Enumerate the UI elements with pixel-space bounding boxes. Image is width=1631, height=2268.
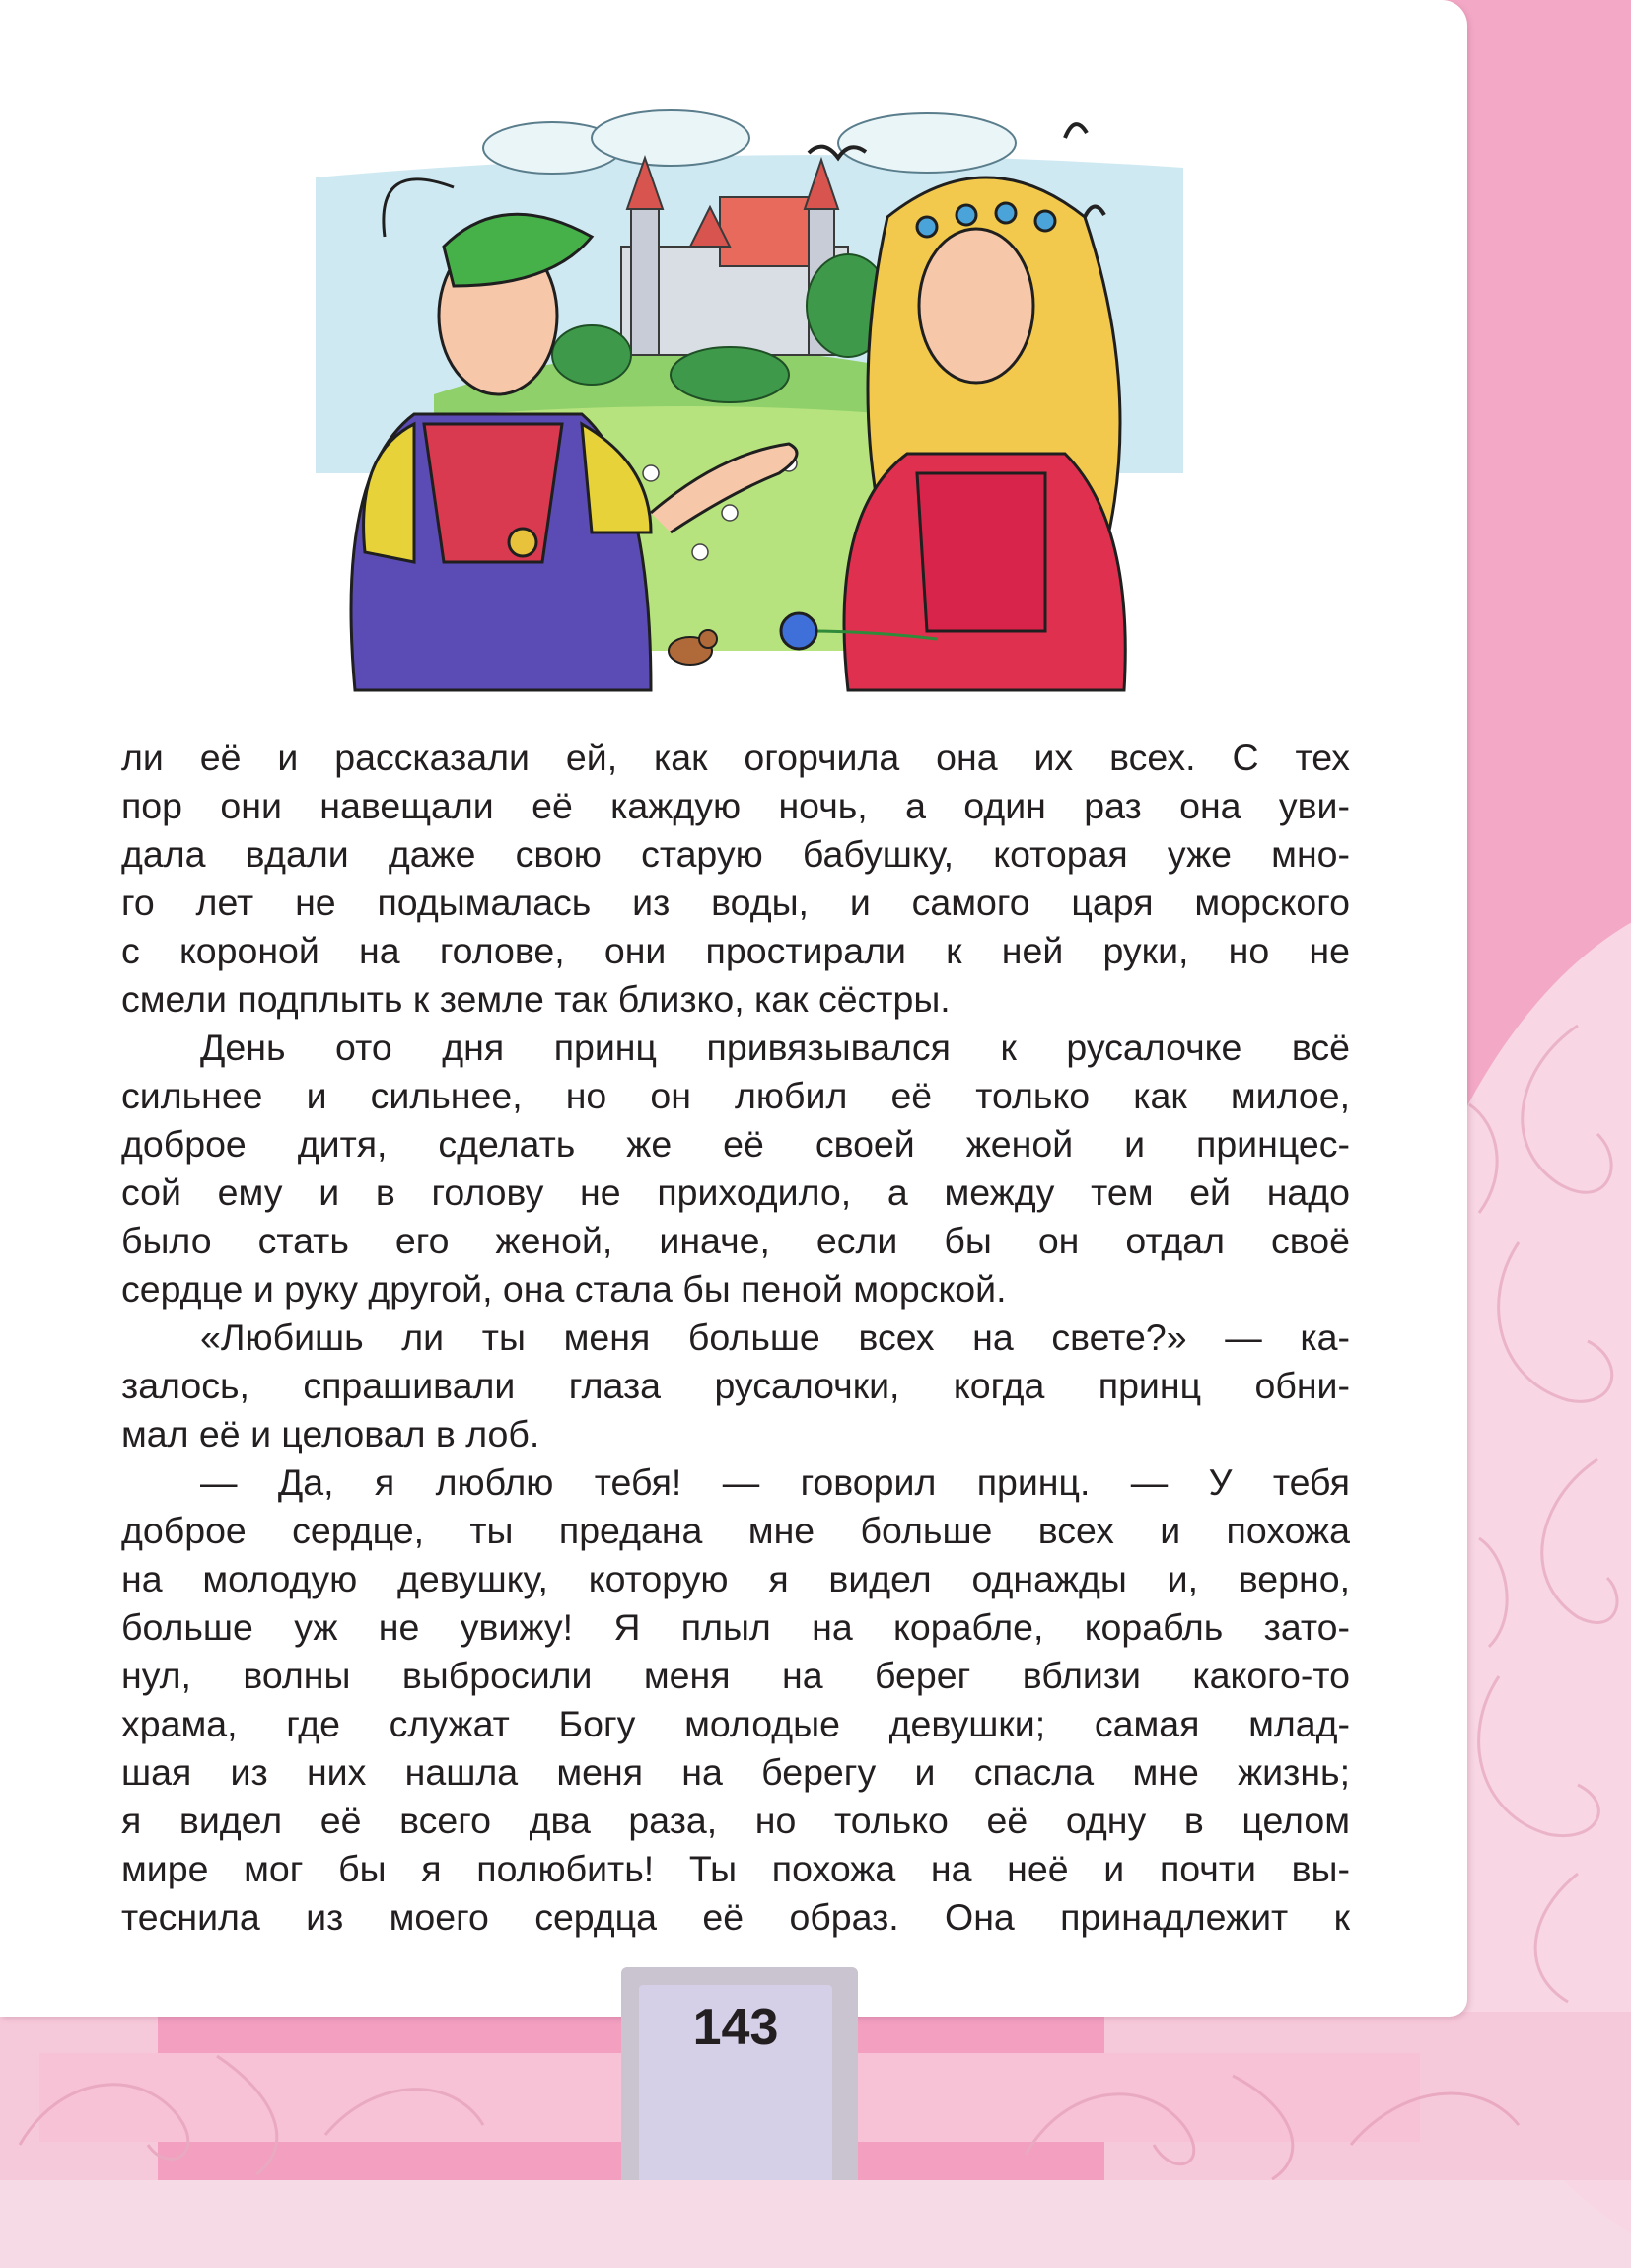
text-line: смели подплыть к земле так близко, как сёстры. <box>121 978 951 1020</box>
text-line: теснила из моего сердца её образ. Она принадлежит к <box>121 1896 1350 1938</box>
text-line: дала вдали даже свою старую бабушку, которая уже мно- <box>121 833 1350 875</box>
text-line: доброе дитя, сделать же её своей женой и принцес- <box>121 1123 1350 1165</box>
story-text <box>121 734 1350 1942</box>
text-line: День ото дня принц привязывался к русалочке всё <box>200 1027 1350 1068</box>
text-line: сой ему и в голову не приходило, а между тем ей надо <box>121 1171 1350 1213</box>
text-line: нул, волны выбросили меня на берег вблизи какого-то <box>121 1655 1350 1696</box>
prince-and-mermaid-illustration <box>296 99 1203 700</box>
text-line: было стать его женой, иначе, если бы он отдал своё <box>121 1220 1350 1261</box>
text-line: с короной на голове, они простирали к ней руки, но не <box>121 930 1350 971</box>
text-line: на молодую девушку, которую я видел однажды и, верно, <box>121 1558 1350 1599</box>
text-line: залось, спрашивали глаза русалочки, когда принц обни- <box>121 1365 1350 1406</box>
floral-ornament-right <box>1459 986 1631 2012</box>
text-line: го лет не подымалась из воды, и самого царя морского <box>121 882 1350 923</box>
text-line: пор они навещали её каждую ночь, а один раз она уви- <box>121 785 1350 826</box>
text-line: «Любишь ли ты меня больше всех на свете?» — ка- <box>200 1316 1350 1358</box>
text-line: сердце и руку другой, она стала бы пеной морской. <box>121 1268 1007 1310</box>
text-line: храма, где служат Богу молодые девушки; самая млад- <box>121 1703 1350 1744</box>
text-line: мире мог бы я полюбить! Ты похожа на неё и почти вы- <box>121 1848 1350 1889</box>
page-number: 143 <box>692 1999 779 2056</box>
text-line: доброе сердце, ты предана мне больше всех и похожа <box>121 1510 1350 1551</box>
text-line: мал её и целовал в лоб. <box>121 1413 540 1454</box>
text-line: я видел её всего два раза, но только её одну в целом <box>121 1800 1350 1841</box>
text-line: — Да, я люблю тебя! — говорил принц. — У тебя <box>200 1461 1350 1503</box>
text-line: шая из них нашла меня на берегу и спасла мне жизнь; <box>121 1751 1350 1793</box>
text-line: больше уж не увижу! Я плыл на корабле, корабль зато- <box>121 1606 1350 1648</box>
text-line: ли её и рассказали ей, как огорчила она их всех. С тех <box>121 737 1350 778</box>
text-line: сильнее и сильнее, но он любил её только как милое, <box>121 1075 1350 1116</box>
